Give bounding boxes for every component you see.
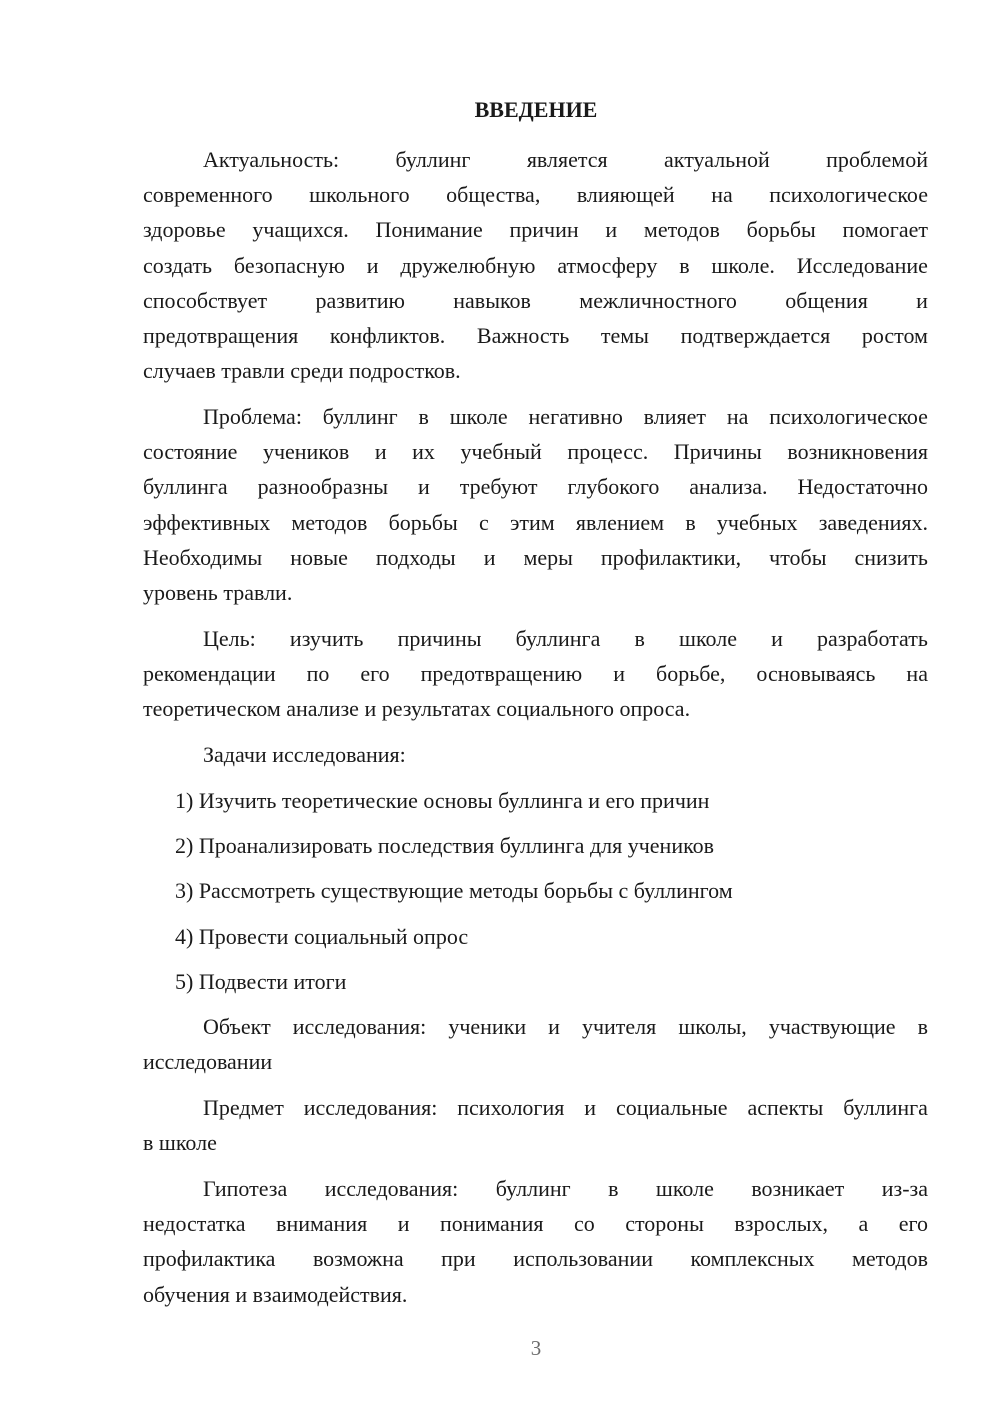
goal-paragraph	[143, 621, 928, 727]
task-item: 4) Провести социальный опрос	[175, 924, 469, 949]
problem-line: уровень травли.	[143, 580, 293, 606]
goal-line: Цель: изучить причины буллинга в школе и разработать	[203, 626, 928, 651]
hypothesis-line: Гипотеза исследования: буллинг в школе возникает из-за	[203, 1176, 928, 1201]
problem-line: Проблема: буллинг в школе негативно влияет на психологическое	[203, 404, 928, 429]
goal-line: теоретическом анализе и результатах социального опроса.	[143, 696, 691, 722]
section-title: ВВЕДЕНИЕ	[474, 97, 598, 122]
object-line: Объект исследования: ученики и учителя школы, участвующие в	[203, 1014, 928, 1039]
page-number: 3	[530, 1336, 542, 1360]
task-item: 1) Изучить теоретические основы буллинга и его причин	[175, 788, 710, 813]
hypothesis-line: профилактика возможна при использовании комплексных методов	[143, 1246, 928, 1272]
object-line: исследовании	[143, 1049, 273, 1075]
subject-line: Предмет исследования: психология и социальные аспекты буллинга	[203, 1095, 928, 1120]
problem-line: эффективных методов борьбы с этим явлением в учебных заведениях.	[143, 509, 928, 535]
relevance-line: создать безопасную и дружелюбную атмосферу в школе. Исследование	[143, 252, 928, 278]
goal-line: рекомендации по его предотвращению и борьбе, основываясь на	[143, 661, 928, 687]
subject-line: в школе	[143, 1130, 217, 1156]
relevance-line: предотвращения конфликтов. Важность темы подтверждается ростом	[143, 323, 928, 349]
hypothesis-line: недостатка внимания и понимания со стороны взрослых, а его	[143, 1211, 928, 1237]
relevance-line: случаев травли среди подростков.	[143, 358, 461, 384]
relevance-line: способствует развитию навыков межличностного общения и	[143, 287, 928, 313]
relevance-line: современного школьного общества, влияющей на психологическое	[143, 182, 928, 208]
hypothesis-line: обучения и взаимодействия.	[143, 1281, 408, 1307]
tasks-heading: Задачи исследования:	[203, 742, 406, 767]
relevance-paragraph	[143, 142, 928, 388]
problem-paragraph	[143, 399, 928, 610]
subject-paragraph	[143, 1090, 928, 1160]
relevance-line: здоровье учащихся. Понимание причин и методов борьбы помогает	[143, 217, 928, 243]
task-item: 5) Подвести итоги	[175, 969, 347, 994]
problem-line: Необходимы новые подходы и меры профилактики, чтобы снизить	[143, 544, 928, 570]
relevance-line: Актуальность: буллинг является актуальной проблемой	[203, 147, 928, 172]
problem-line: состояние учеников и их учебный процесс. Причины возникновения	[143, 439, 928, 465]
task-item: 3) Рассмотреть существующие методы борьбы с буллингом	[175, 878, 733, 903]
problem-line: буллинга разнообразны и требуют глубокого анализа. Недостаточно	[143, 474, 928, 500]
object-paragraph	[143, 1009, 928, 1079]
hypothesis-paragraph	[143, 1171, 928, 1312]
task-item: 2) Проанализировать последствия буллинга для учеников	[175, 833, 715, 858]
